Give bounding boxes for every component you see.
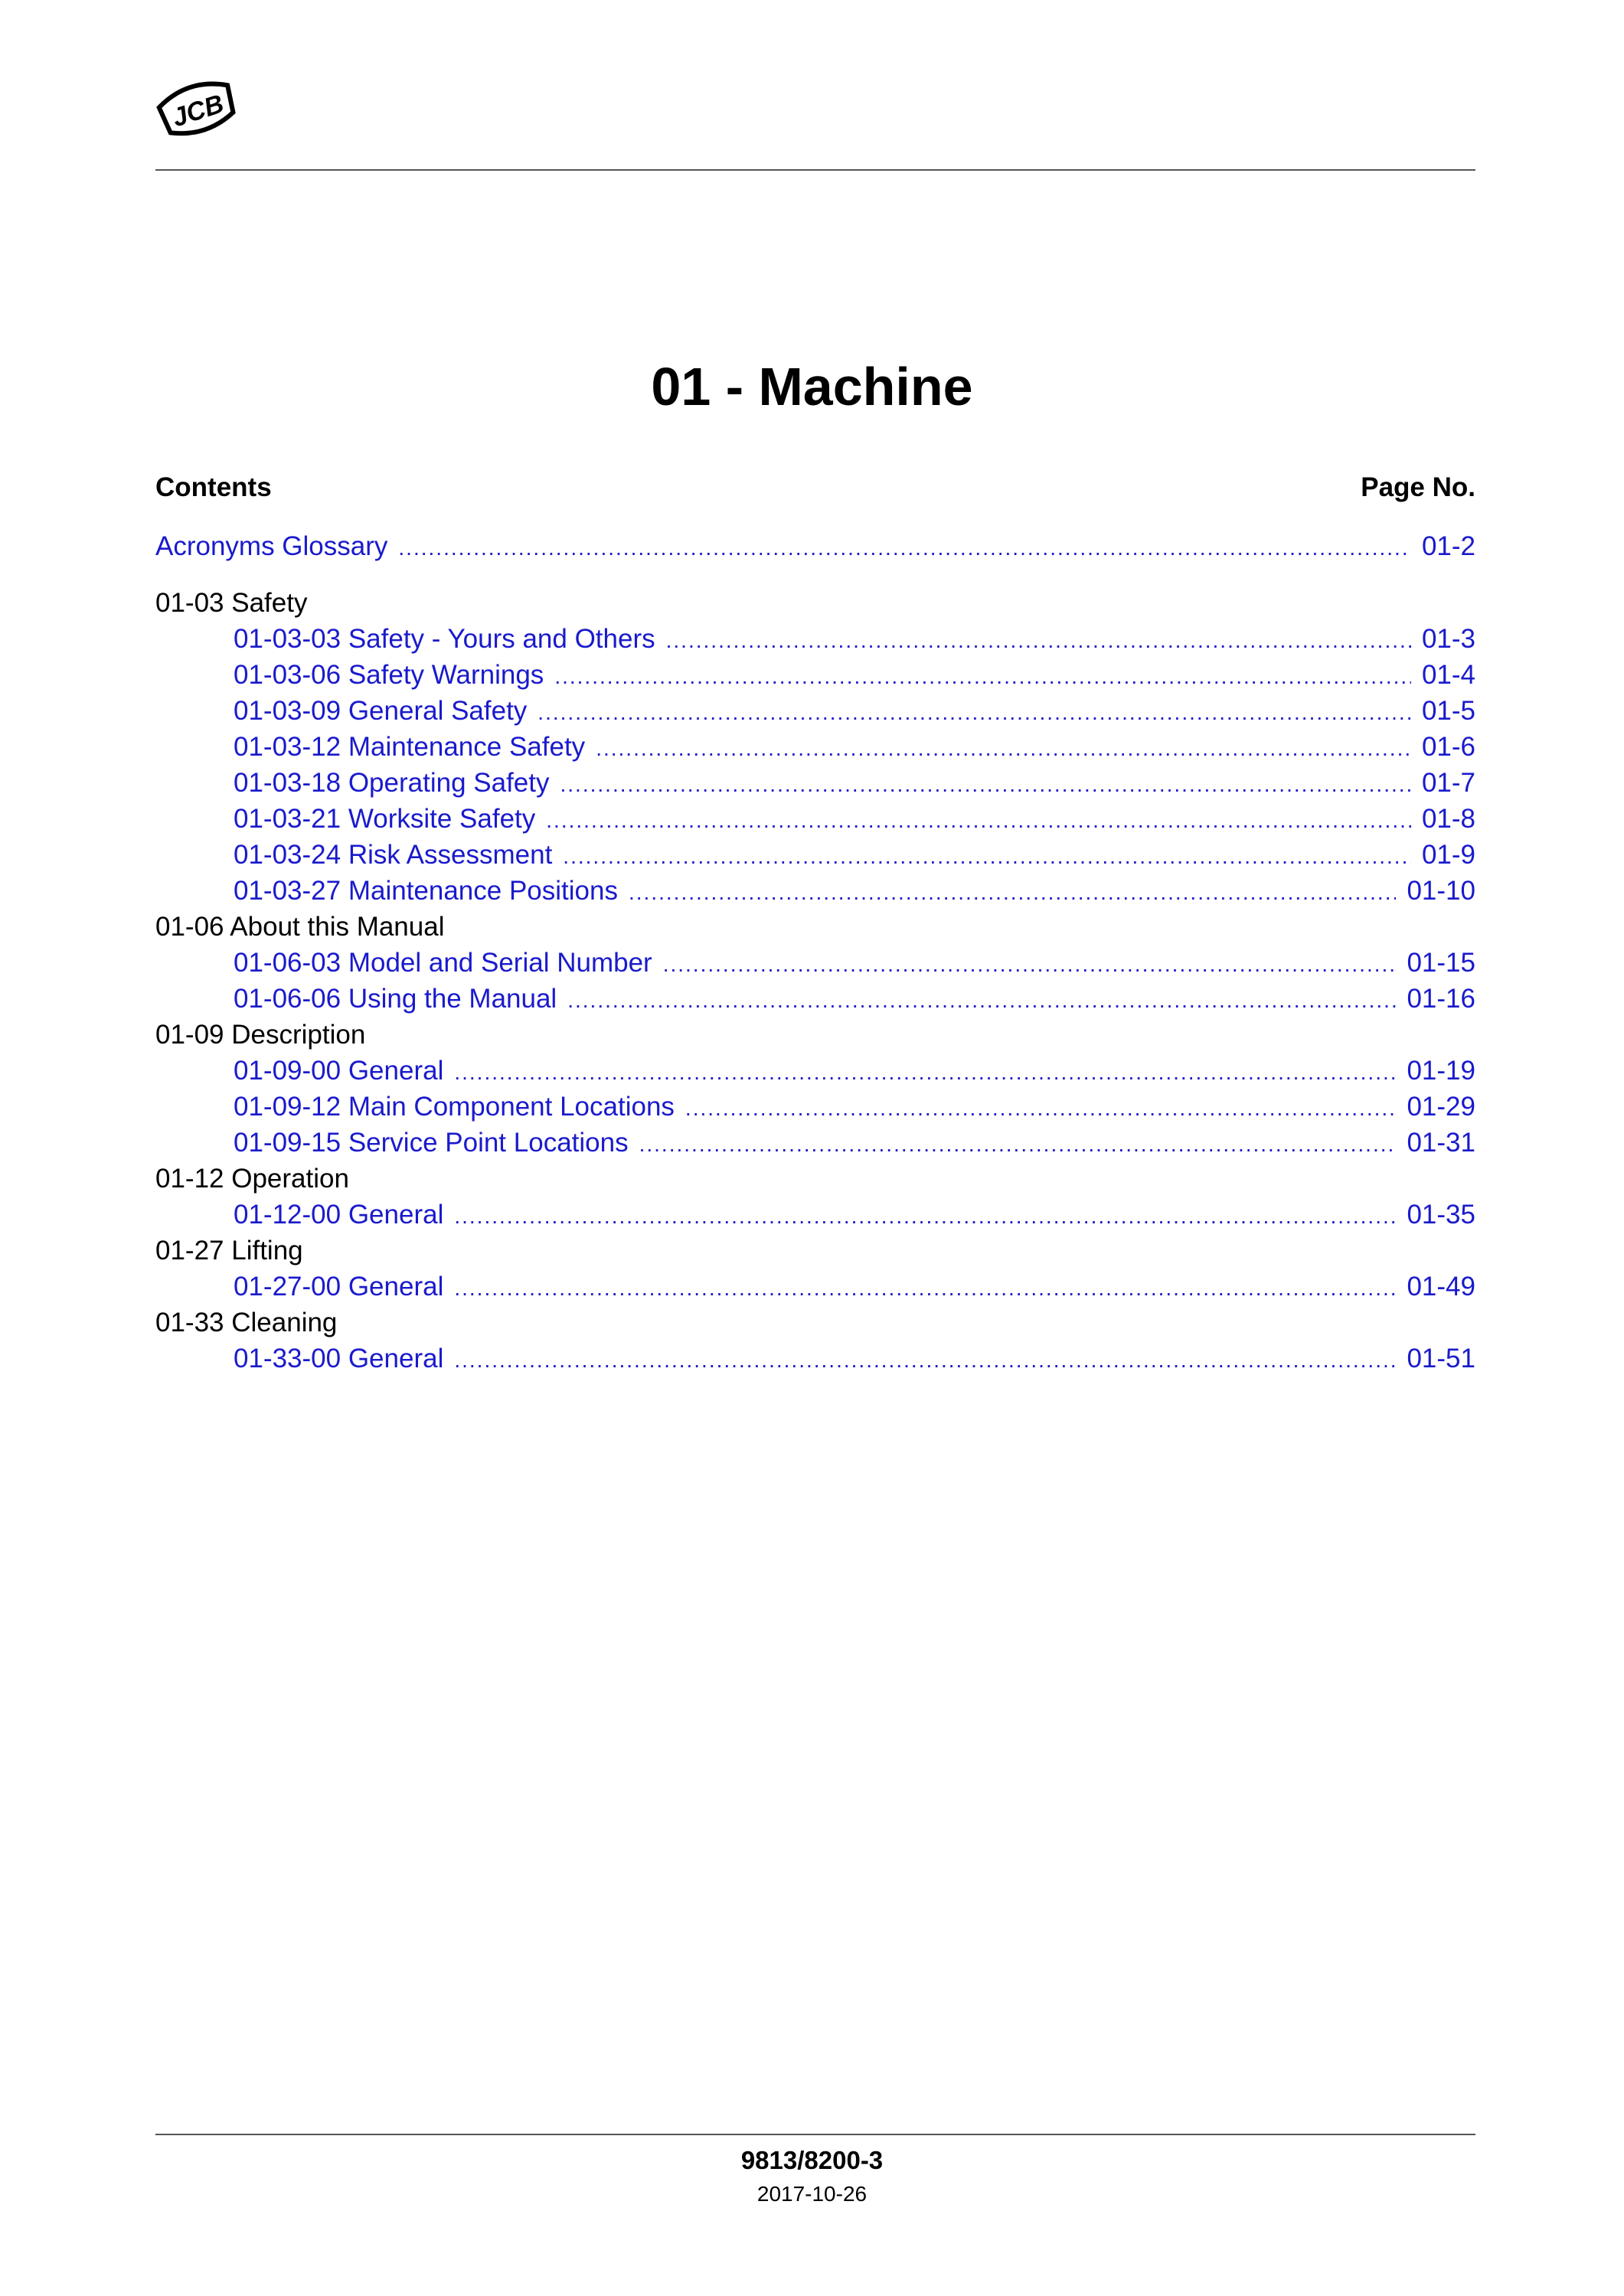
toc-entry[interactable] (155, 621, 1475, 657)
dot-leader (663, 946, 1397, 982)
toc-entry-label[interactable]: 01-03-06 Safety Warnings (234, 660, 544, 690)
toc-entry-label[interactable]: 01-03-09 General Safety (234, 696, 528, 726)
toc-entry-label[interactable]: 01-03-21 Worksite Safety (234, 804, 536, 834)
toc-entry-page[interactable]: 01-19 (1407, 1056, 1475, 1086)
dot-leader (538, 694, 1411, 730)
toc-entry-label[interactable]: 01-27-00 General (234, 1272, 444, 1302)
dot-leader (398, 530, 1411, 566)
toc-entry-page[interactable]: 01-10 (1407, 876, 1475, 906)
toc-entry[interactable] (155, 1197, 1475, 1233)
toc-entry-label[interactable]: 01-09-15 Service Point Locations (234, 1128, 629, 1158)
toc-section-heading (155, 585, 1475, 621)
footer-divider (155, 2134, 1475, 2135)
document-code: 9813/8200-3 (740, 2146, 884, 2174)
toc-entry-page[interactable]: 01-31 (1407, 1128, 1475, 1158)
toc-entry[interactable] (155, 729, 1475, 765)
dot-leader (546, 802, 1411, 838)
header-divider (155, 169, 1475, 171)
toc-entry-page[interactable]: 01-2 (1421, 531, 1475, 561)
toc-section-label: 01-03 Safety (155, 588, 308, 618)
dot-leader (567, 982, 1396, 1018)
toc-section-heading (155, 1017, 1475, 1053)
toc-entry-label[interactable]: 01-06-06 Using the Manual (234, 984, 557, 1014)
dot-leader (563, 838, 1411, 874)
toc-entry[interactable] (155, 693, 1475, 729)
toc-entry[interactable] (155, 837, 1475, 873)
page-number-label: Page No. (1361, 472, 1475, 502)
toc-entry[interactable] (155, 873, 1475, 909)
toc-entry-page[interactable]: 01-9 (1421, 840, 1475, 870)
toc-entry-page[interactable]: 01-7 (1421, 768, 1475, 798)
toc-entry-glossary[interactable] (155, 528, 1475, 564)
toc-entry-page[interactable]: 01-15 (1407, 948, 1475, 978)
jcb-logo-icon (155, 73, 240, 145)
toc-entry[interactable] (155, 1053, 1475, 1089)
dot-leader (596, 730, 1411, 766)
toc-entry-label[interactable]: 01-03-12 Maintenance Safety (234, 732, 586, 762)
jcb-logo (155, 73, 240, 145)
page-title: 01 - Machine (651, 357, 973, 416)
dot-leader (454, 1342, 1396, 1378)
toc-entry[interactable] (155, 981, 1475, 1017)
toc-section-heading (155, 1161, 1475, 1197)
toc-entry[interactable] (155, 1269, 1475, 1305)
toc-entry-page[interactable]: 01-16 (1407, 984, 1475, 1014)
toc-section-heading (155, 1233, 1475, 1269)
dot-leader (560, 766, 1410, 802)
toc-entry-page[interactable]: 01-6 (1421, 732, 1475, 762)
toc-entry-page[interactable]: 01-49 (1407, 1272, 1475, 1302)
toc-entry[interactable] (155, 765, 1475, 801)
toc-section-label: 01-27 Lifting (155, 1236, 303, 1266)
toc-entry-label[interactable]: 01-03-27 Maintenance Positions (234, 876, 618, 906)
toc-section-label: 01-12 Operation (155, 1164, 349, 1194)
table-of-contents (155, 528, 1475, 1377)
toc-entry-page[interactable]: 01-51 (1407, 1344, 1475, 1373)
toc-entry-label[interactable]: 01-12-00 General (234, 1200, 444, 1230)
toc-section-label: 01-09 Description (155, 1020, 366, 1050)
toc-entry-label[interactable]: 01-33-00 General (234, 1344, 444, 1373)
toc-entry-page[interactable]: 01-35 (1407, 1200, 1475, 1230)
document-date: 2017-10-26 (756, 2182, 868, 2206)
toc-entry-label[interactable]: 01-03-24 Risk Assessment (234, 840, 553, 870)
dot-leader (629, 874, 1396, 910)
toc-entry-label[interactable]: 01-09-00 General (234, 1056, 444, 1086)
toc-entry-label[interactable]: Acronyms Glossary (155, 531, 388, 561)
toc-entry-page[interactable]: 01-5 (1421, 696, 1475, 726)
toc-entry[interactable] (155, 945, 1475, 981)
toc-entry[interactable] (155, 801, 1475, 837)
toc-section-label: 01-33 Cleaning (155, 1308, 338, 1337)
toc-entry-page[interactable]: 01-4 (1421, 660, 1475, 690)
contents-label: Contents (155, 472, 272, 502)
dot-leader (554, 658, 1411, 694)
toc-section-label: 01-06 About this Manual (155, 912, 445, 942)
dot-leader (454, 1270, 1396, 1306)
toc-entry[interactable] (155, 1089, 1475, 1125)
toc-entry-page[interactable]: 01-8 (1421, 804, 1475, 834)
toc-entry-label[interactable]: 01-03-03 Safety - Yours and Others (234, 624, 655, 654)
toc-section-heading (155, 1305, 1475, 1341)
toc-entry-page[interactable]: 01-3 (1421, 624, 1475, 654)
svg-text:JCB: JCB (168, 89, 227, 133)
dot-leader (639, 1126, 1397, 1162)
toc-header (155, 469, 1475, 507)
dot-leader (685, 1090, 1397, 1126)
dot-leader (666, 622, 1411, 658)
toc-entry[interactable] (155, 1341, 1475, 1377)
toc-entry[interactable] (155, 657, 1475, 693)
dot-leader (454, 1054, 1396, 1090)
toc-entry-page[interactable]: 01-29 (1407, 1092, 1475, 1122)
toc-section-heading (155, 909, 1475, 945)
toc-entry-label[interactable]: 01-09-12 Main Component Locations (234, 1092, 675, 1122)
dot-leader (454, 1198, 1396, 1234)
toc-entry-label[interactable]: 01-03-18 Operating Safety (234, 768, 550, 798)
toc-entry[interactable] (155, 1125, 1475, 1161)
toc-entry-label[interactable]: 01-06-03 Model and Serial Number (234, 948, 652, 978)
